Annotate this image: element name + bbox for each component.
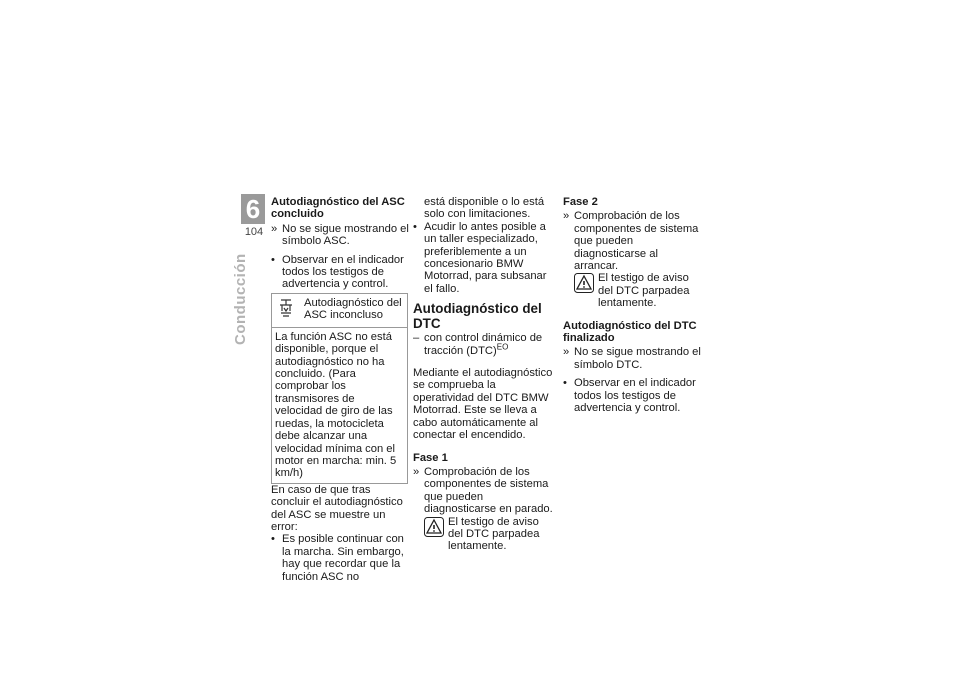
dtc-observe-item: [563, 377, 703, 414]
asc-symbol-icon: [278, 298, 294, 318]
phase-2-warning-text: El testigo de aviso del DTC parpadea lentamente.: [598, 272, 690, 310]
asc-result-item: [271, 223, 411, 248]
workshop-text: Acudir lo antes posible a un taller especializado, preferiblemente a un concesionario BMW Motorrad, para subsanar el fallo.: [424, 220, 547, 295]
column-1: [271, 196, 411, 583]
asc-note-body: La función ASC no está disponible, porque el autodiagnóstico no ha concluido. (Para comprobar los transmisores de velocidad de giro de las ruedas, la motocicleta debe alcanzar una velocidad mínima con el motor en marcha: min. 5 km/h): [275, 330, 397, 480]
phase-1-item: [413, 466, 553, 516]
chapter-title: Conducción: [232, 253, 249, 345]
error-bullet-text: Es posible continuar con la marcha. Sin embargo, hay que recordar que la función ASC no: [282, 533, 404, 583]
result-marker: »: [413, 465, 420, 478]
phase-1-warning-text: El testigo de aviso del DTC parpadea lentamente.: [448, 515, 540, 553]
asc-note-title: Autodiagnóstico del ASC inconcluso: [304, 296, 402, 322]
result-marker: »: [271, 222, 278, 235]
bullet-marker: •: [271, 253, 275, 266]
error-intro-text: En caso de que tras concluir el autodiagnóstico del ASC se muestre un error:: [271, 483, 403, 533]
dtc-observe-text: Observar en el indicador todos los testigos de advertencia y control.: [574, 377, 696, 415]
bullet-marker: •: [271, 533, 275, 546]
bullet-marker: •: [413, 220, 417, 233]
result-marker: »: [563, 346, 570, 359]
phase-2-item: [563, 210, 703, 272]
dtc-option-item: [413, 332, 553, 357]
dtc-heading: Autodiagnóstico del DTC: [413, 301, 542, 332]
observe-step-item: [271, 254, 411, 291]
warning-triangle-icon: [574, 273, 594, 293]
dtc-option-text: con control dinámico de tracción (DTC): [424, 332, 543, 357]
dash-marker: –: [413, 332, 420, 345]
asc-complete-heading: Autodiagnóstico del ASC concluido: [271, 196, 405, 221]
asc-note-box: [271, 293, 408, 484]
phase-1-warning: [424, 516, 553, 553]
phase-1-heading: Fase 1: [413, 451, 448, 464]
option-code: EO: [496, 341, 509, 351]
result-marker: »: [563, 210, 570, 223]
chapter-number-tab: 6: [241, 194, 265, 224]
dtc-result-text: No se sigue mostrando el símbolo DTC.: [574, 346, 701, 371]
asc-note-header: [272, 294, 407, 328]
asc-result-text: No se sigue mostrando el símbolo ASC.: [282, 222, 409, 248]
column-2: [413, 196, 553, 553]
phase-1-text: Comprobación de los componentes de sistema que pueden diagnosticarse en parado.: [424, 465, 553, 516]
dtc-complete-heading: Autodiagnóstico del DTC finalizado: [563, 319, 697, 345]
dtc-intro-text: Mediante el autodiagnóstico se comprueba la operatividad del DTC BMW Motorrad. Este se lleva a cabo automáticamente al conectar el encendido.: [413, 367, 553, 442]
phase-2-text: Comprobación de los componentes de sistema que pueden diagnosticarse al arrancar.: [574, 210, 699, 273]
continued-text: está disponible o lo está solo con limitaciones.: [424, 196, 545, 221]
dtc-result-item: [563, 346, 703, 371]
workshop-item: [413, 221, 553, 295]
error-bullet-item: [271, 533, 411, 583]
observe-step-text: Observar en el indicador todos los testigos de advertencia y control.: [282, 253, 404, 291]
phase-2-warning: [574, 272, 703, 309]
column-3: [563, 196, 703, 415]
bullet-marker: •: [563, 377, 567, 390]
phase-2-heading: Fase 2: [563, 196, 598, 208]
page-number: 104: [244, 226, 264, 238]
warning-triangle-icon: [424, 517, 444, 537]
